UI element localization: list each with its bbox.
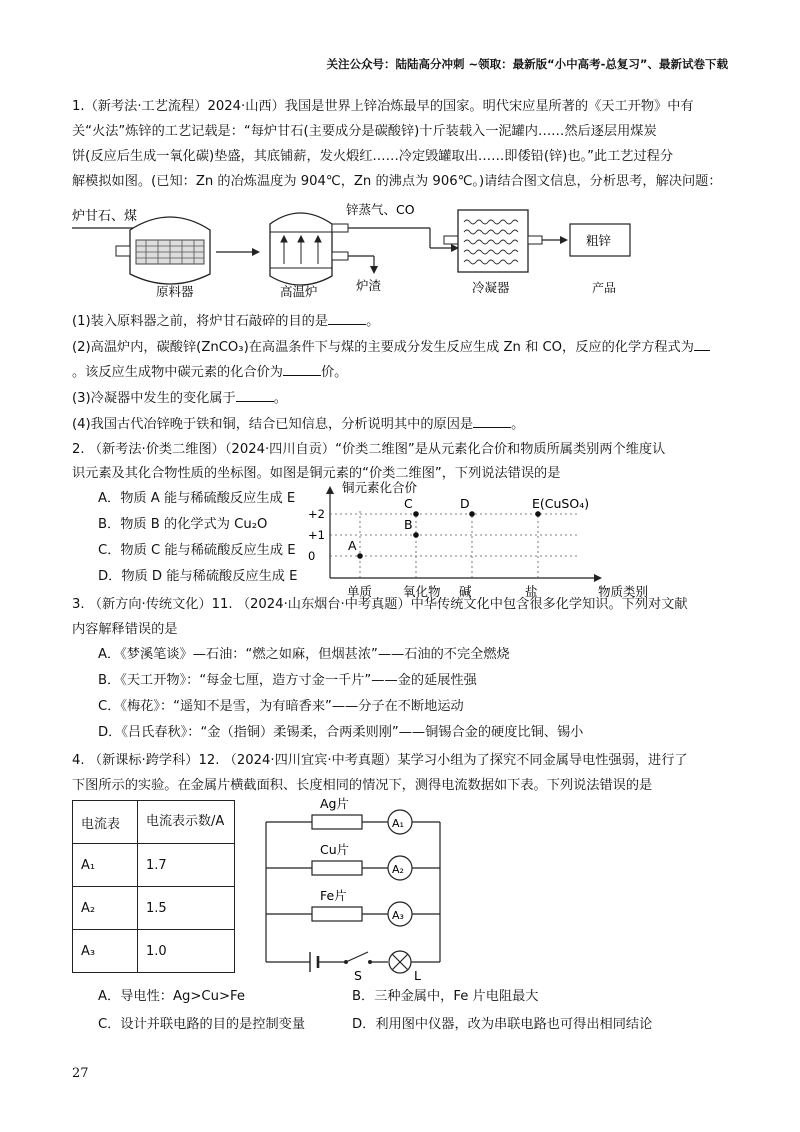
q1-sub2b-end: 价。 <box>321 365 348 380</box>
parallel-circuit-diagram <box>258 792 458 984</box>
answer-blank[interactable] <box>473 413 511 428</box>
metal-label-cu: Cu片 <box>320 842 350 857</box>
product-box-label: 粗锌 <box>586 233 612 248</box>
point-label: E(CuSO₄) <box>532 496 590 511</box>
q4-option-b[interactable]: B．三种金属中，Fe 片电阻最大 <box>352 989 539 1004</box>
q2-line-1: 2. （新考法·价类二维图）（2024·四川自贡）“价类二维图”是从元素化合价和物质所属类别两个维度认 <box>72 442 666 457</box>
table-cell: 1.7 <box>138 844 235 887</box>
slag-label: 炉渣 <box>356 278 382 293</box>
q1-sub4-text: (4)我国古代冶锌晚于铁和铜，结合已知信息，分析说明其中的原因是 <box>72 417 474 432</box>
y-tick-label: +2 <box>308 507 325 521</box>
point-label: C <box>404 496 413 511</box>
furnace-label: 高温炉 <box>280 284 318 299</box>
data-point <box>535 511 541 517</box>
x-tick-label: 碱 <box>459 584 472 599</box>
table-cell: A₂ <box>73 887 138 930</box>
ammeter-a3: A₃ <box>392 909 404 922</box>
x-tick-label: 盐 <box>525 584 538 599</box>
metal-label-fe: Fe片 <box>320 888 347 903</box>
q3-option-a[interactable]: A．《梦溪笔谈》—石油：“燃之如麻，但烟甚浓”——石油的不完全燃烧 <box>98 647 510 662</box>
q3-line-2: 内容解释错误的是 <box>72 622 178 637</box>
page-header: 关注公众号：陆陆高分冲刺 ~领取：最新版“小中高考-总复习”、最新试卷下载 <box>326 57 728 71</box>
table-cell: A₁ <box>73 844 138 887</box>
q1-sub1-end: 。 <box>366 314 380 329</box>
q1-sub1 <box>72 310 379 333</box>
raw-reactor-label: 原料器 <box>156 284 194 299</box>
raw-material-reactor <box>116 217 210 284</box>
q1-line-3: 饼(反应后生成一氧化碳)垫盛，其底铺薪，发火煅红……冷定毁罐取出……即倭铅(锌)也。”此工艺过程分 <box>72 149 674 164</box>
y-tick-label: 0 <box>308 549 316 563</box>
table-row <box>73 844 235 887</box>
table-cell: 1.0 <box>138 930 235 973</box>
answer-blank[interactable] <box>694 336 710 351</box>
q2-line-2: 识元素及其化合物性质的坐标图。如图是铜元素的“价类二维图”，下列说法错误的是 <box>72 466 561 481</box>
table-header-row <box>73 801 235 844</box>
data-point <box>413 511 419 517</box>
q1-sub3-text: (3)冷凝器中发生的变化属于 <box>72 391 236 406</box>
answer-blank[interactable] <box>283 361 321 376</box>
table-header-cell: 电流表示数/A <box>138 801 235 844</box>
table-cell: 1.5 <box>138 887 235 930</box>
high-temp-furnace <box>270 213 332 285</box>
q3-option-d[interactable]: D．《吕氏春秋》：“金（指铜）柔锡柔，合两柔则刚”——铜锡合金的硬度比铜、锡小 <box>98 725 584 740</box>
q1-sub3 <box>72 387 287 410</box>
q2-option-b[interactable]: B．物质 B 的化学式为 Cu₂O <box>98 517 268 532</box>
data-point <box>469 511 475 517</box>
q4-line-2: 下图所示的实验。在金属片横截面积、长度相同的情况下，测得电流数据如下表。下列说法错误的是 <box>72 778 653 793</box>
copper-valence-class-chart <box>300 478 649 604</box>
table-row <box>73 930 235 973</box>
q2-option-a[interactable]: A．物质 A 能与稀硫酸反应生成 E <box>98 491 296 506</box>
x-tick-label: 单质 <box>347 584 373 599</box>
q4-line-1: 4. （新课标·跨学科）12. （2024·四川宜宾·中考真题）某学习小组为了探究不同金属导电性强弱，进行了 <box>72 753 688 768</box>
q1-sub2b-text: 。该反应生成物中碳元素的化合价为 <box>72 365 283 380</box>
q1-sub2a-text: (2)高温炉内，碳酸锌(ZnCO₃)在高温条件下与煤的主要成分发生反应生成 Zn 和 CO，反应的化学方程式为 <box>72 340 694 355</box>
ammeter-a1: A₁ <box>392 817 404 830</box>
point-label: A <box>348 538 357 553</box>
q4-option-a[interactable]: A．导电性：Ag>Cu>Fe <box>98 989 245 1004</box>
q1-sub2a <box>72 336 710 359</box>
q1-sub4-end: 。 <box>511 417 525 432</box>
q4-option-d[interactable]: D．利用图中仪器，改为串联电路也可得出相同结论 <box>352 1017 653 1032</box>
data-point <box>413 532 419 538</box>
q3-option-b[interactable]: B．《天工开物》：“每金七厘，造方寸金一千片”——金的延展性强 <box>98 673 477 688</box>
input-label: 炉甘石、煤 <box>72 209 138 224</box>
condenser <box>444 210 542 272</box>
switch-label: S <box>354 968 362 983</box>
current-table <box>72 800 235 973</box>
data-point <box>357 553 363 559</box>
product-label: 产品 <box>592 281 617 295</box>
zinc-process-diagram <box>60 196 720 302</box>
answer-blank[interactable] <box>236 387 274 402</box>
y-tick-label: +1 <box>308 528 325 542</box>
answer-blank[interactable] <box>328 310 366 325</box>
point-label: D <box>460 496 470 511</box>
table-cell: A₃ <box>73 930 138 973</box>
q1-line-4: 解模拟如图。(已知：Zn 的冶炼温度为 904℃，Zn 的沸点为 906℃。)请结合图文信息，分析思考，解决问题： <box>72 174 722 189</box>
q2-option-d[interactable]: D．物质 D 能与稀硫酸反应生成 E <box>98 569 298 584</box>
q3-line-1: 3. （新方向·传统文化）11. （2024·山东烟台·中考真题）中华传统文化中包含很多化学知识。下列对文献 <box>72 597 688 612</box>
q1-sub4 <box>72 413 524 436</box>
x-tick-label: 氧化物 <box>403 584 441 599</box>
q2-option-c[interactable]: C．物质 C 能与稀硫酸反应生成 E <box>98 543 296 558</box>
table-header-cell: 电流表 <box>73 801 138 844</box>
gas-label: 锌蒸气、CO <box>346 202 415 217</box>
ammeter-a2: A₂ <box>392 863 404 876</box>
condenser-label: 冷凝器 <box>472 280 510 295</box>
point-label: B <box>404 517 413 532</box>
q3-option-c[interactable]: C．《梅花》：“遥知不是雪，为有暗香来”——分子在不断地运动 <box>98 699 464 714</box>
y-axis-label: 铜元素化合价 <box>342 480 418 495</box>
lamp-label: L <box>414 968 421 983</box>
q1-line-2: 关“火法”炼锌的工艺记载是：“每炉甘石(主要成分是碳酸锌)十斤装载入一泥罐内……然后逐层用煤炭 <box>72 124 657 139</box>
table-row <box>73 887 235 930</box>
x-axis-label: 物质类别 <box>598 584 649 599</box>
page-number: 27 <box>72 1066 89 1081</box>
q4-option-c[interactable]: C．设计并联电路的目的是控制变量 <box>98 1017 306 1032</box>
q1-sub3-end: 。 <box>273 391 287 406</box>
q1-sub2b <box>72 361 347 384</box>
q1-sub1-text: (1)装入原料器之前，将炉甘石敲碎的目的是 <box>72 314 329 329</box>
metal-label-ag: Ag片 <box>320 796 349 811</box>
q1-line-1: 1.（新考法·工艺流程）2024·山西）我国是世界上锌冶炼最早的国家。明代宋应星所著的《天工开物》中有 <box>72 99 694 114</box>
